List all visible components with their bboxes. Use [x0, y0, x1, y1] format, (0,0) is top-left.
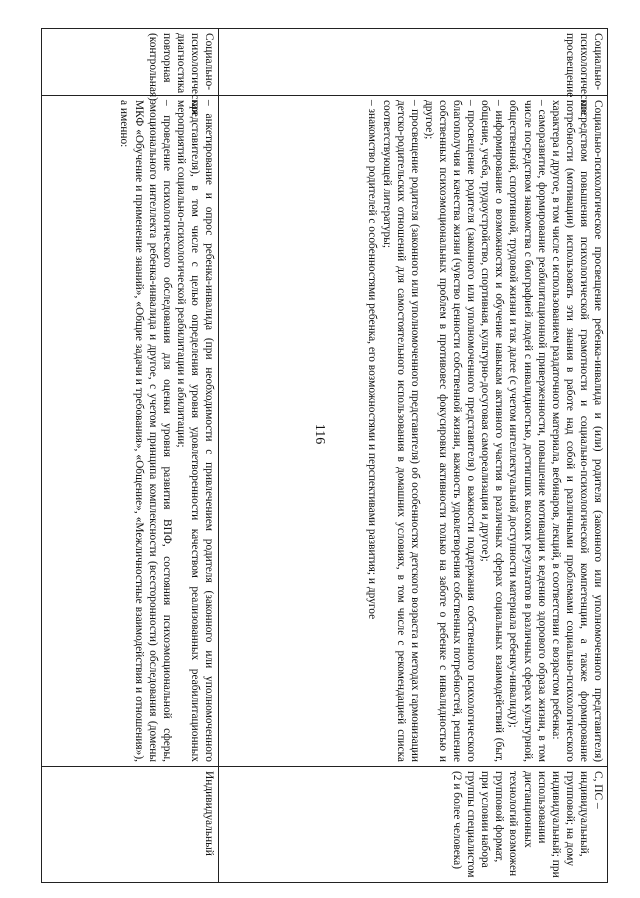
service-name-cell: Социально-психологическая диагностика повторная (контрольная) — [42, 29, 219, 96]
content-paragraph: – информирование о возможностях и обучение навыкам активного участия в различных сферах социальных взаимодействий (быт, общение, учеба, трудоустройство, спортивная, культурно-досуговая самореализация и другое); — [479, 100, 506, 762]
content-paragraph: – просвещение родителя (законного или уполномоченного представителя) об особенностях детского возраста и методах гармонизации детско-родительских отношений для самостоятельного использования в домашних условиях, в том числе с рекомендацией списка соответствующей литературы; — [380, 100, 421, 762]
page-number: 116 — [312, 423, 327, 445]
content-paragraph: – анкетирование и опрос ребенка-инвалида (при необходимости с привлечением родителя (законного или уполномоченного представителя), в том числе с целью определения уровня удовлетворенности качеством реализованных реабилитационных мероприятий социально-психологической реабилитации и абилитации; — [174, 100, 215, 762]
service-content-cell — [42, 96, 219, 767]
service-form-cell: Индивидуальный — [42, 767, 219, 883]
content-paragraph: – знакомство родителей с особенностями ребенка, его возможностями и перспективами развития; и другое — [366, 100, 379, 620]
content-paragraph: – проведение психологического обследования для оценки уровня развития ВПФ, состояния психоэмоциональной сферы, эмоционального интеллекта ребенка-инвалида и другое, с учетом принципа комплексности (всесторонности) обследования (домены МКФ «Обучение и применение знаний», «Общие задачи и требования», «Общение», «Межличностные взаимодействия и отношения»), а именно: — [118, 100, 173, 762]
rotated-table-container — [40, 28, 608, 878]
table-row — [42, 29, 219, 883]
service-name-cell: Социально-психологическое просвещение — [219, 29, 608, 96]
services-table — [41, 28, 608, 883]
content-paragraph: Социально-психологическое просвещение ребенка-инвалида и (или) родителя (законного или уполномоченного представителя) посредством повышения психологической грамотности и социально-психологической компетенции, а также формирование потребности (мотивации) использовать эти знания в работе над собой и различными проблемами социально-психологического характера и другое, в том числе с использованием раздаточного материала, вебинаров, лекций, в соответствии с возрастом ребенка: — [549, 100, 604, 762]
content-paragraph: – саморазвитие, формирование реабилитационной приверженности, повышение мотивации к ведению здорового образа жизни, в том числе посредством знакомства с биографией людей с инвалидностью, достигших высоких результатов в различных сферах культурной, общественной, спортивной, трудовой жизни и так далее (с учетом интеллектуальной доступности материала ребенку-инвалиду); — [507, 100, 548, 762]
service-form-cell: С, ПС – индивидуальный, групповой; на дому индивидуальный; при использовании дистанционных технологий возможен групповой формат, при условии набора группы специалистом (2 и более человека) — [219, 767, 608, 883]
content-paragraph: – просвещение родителя (законного или уполномоченного представителя) о важности поддержания собственного психологического благополучия и качества жизни (чувство ценности собственной жизни, важность удовлетворения собственных потребностей, решение собственных психоэмоциональных проблем в противовес фокусировки активности только на заботе о ребенке с инвалидностью и другое); — [422, 100, 478, 762]
service-content-cell — [219, 96, 608, 767]
table-row — [219, 29, 608, 883]
